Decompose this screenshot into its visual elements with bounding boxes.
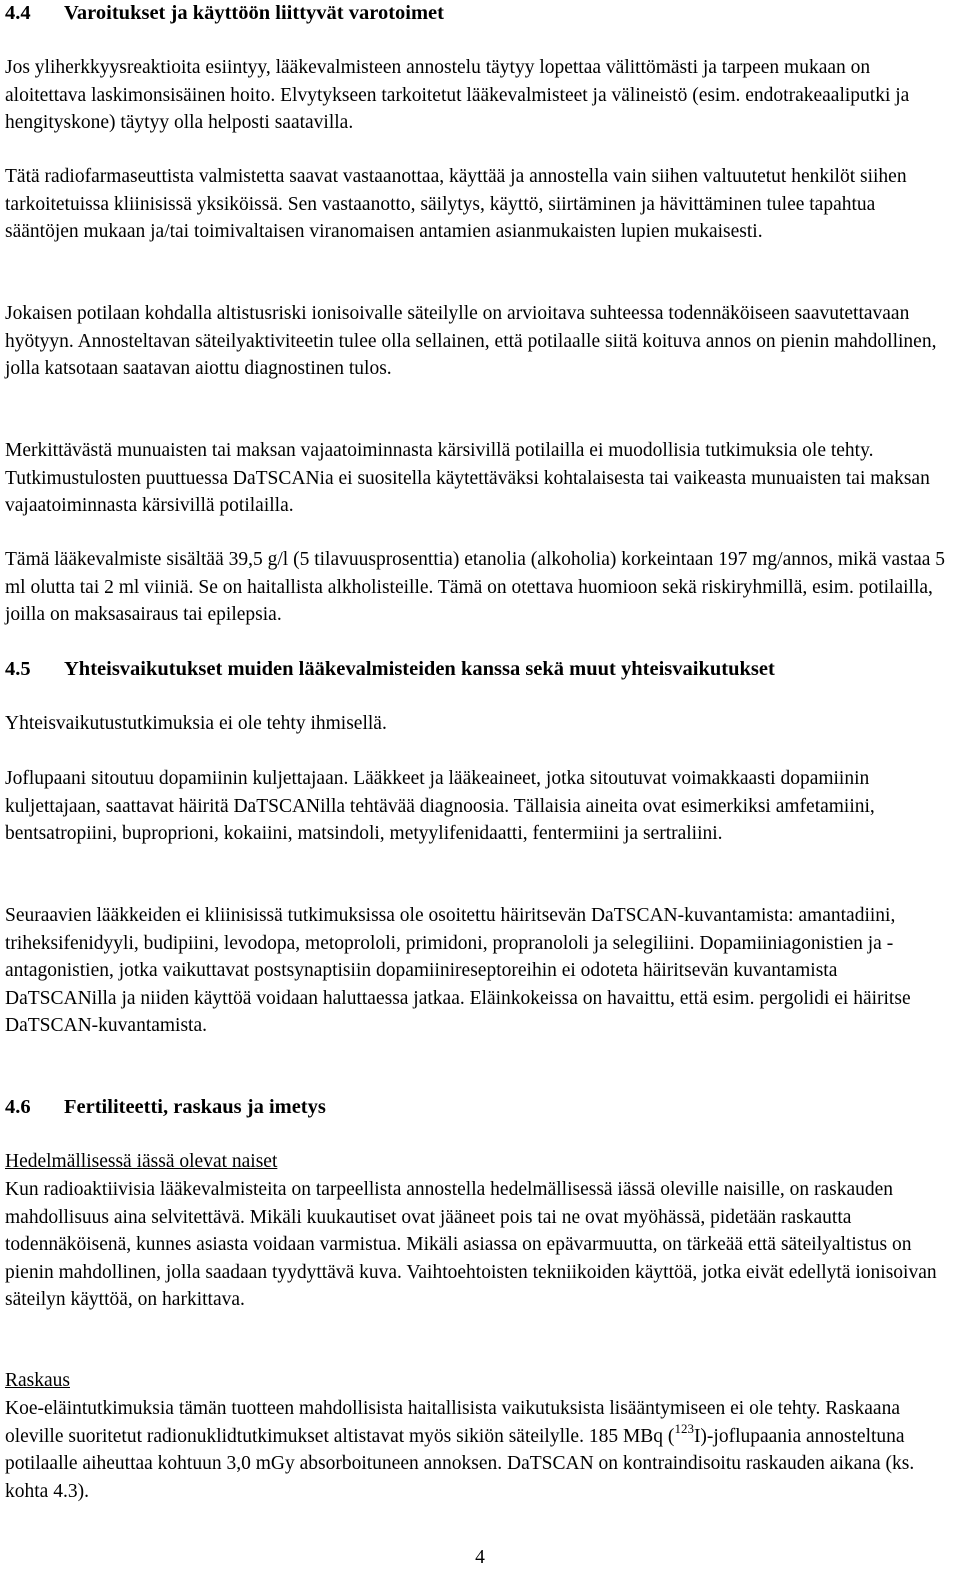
- paragraph-radiation-risk: Jokaisen potilaan kohdalla altistusriski ionisoivalle säteilylle on arvioitava suhteessa todennäköiseen saavutettavaan hyötyyn. Annosteltavan säteilyaktiviteetin tulee olla sellainen, että potilaalle siitä koituva annos on pienin mahdollinen, jolla katsotaan saatavan aiottu diagnostinen tulos.: [5, 303, 937, 379]
- heading-4-4: [5, 0, 444, 27]
- heading-title: Fertiliteetti, raskaus ja imetys: [64, 1096, 326, 1118]
- pregnancy-text-a: Koe-eläintutkimuksia tämän tuotteen mahdollisista haitallisista vaikutuksista lisääntymiseen ei ole tehty. Raskaana oleville suoritetut radionuklidtutkimukset altistavat myös sikiön säteilylle. 185 MBq (: [5, 1398, 900, 1447]
- heading-4-6: [5, 1094, 326, 1121]
- heading-number: 4.5: [5, 658, 31, 680]
- paragraph-handling: Tätä radiofarmaseuttista valmistetta saavat vastaanottaa, käyttää ja annostella vain siihen valtuutetut henkilöt siihen tarkoitetuissa kliinisissä yksiköissä. Sen vastaanotto, säilytys, käyttö, siirtäminen ja hävittäminen tulee tapahtua sääntöjen mukaan ja/tai toimivaltaisen viranomaisen antamien asianmukaisten lupien mukaisesti.: [5, 166, 907, 242]
- paragraph-ioflupane-binding: Joflupaani sitoutuu dopamiinin kuljettajaan. Lääkkeet ja lääkeaineet, jotka sitoutuvat voimakkaasti dopamiinin kuljettajaan, saattavat häiritä DaTSCANilla tehtävää diagnoosia. Tällaisia aineita ovat esimerkiksi amfetamiini, bentsatropiini, buproprioni, kokaiini, matsindoli, metyylifenidaatti, fentermiini ja sertraliini.: [5, 768, 875, 844]
- heading-title: Varoitukset ja käyttöön liittyvät varotoimet: [64, 2, 444, 24]
- heading-4-5: [5, 656, 775, 683]
- paragraph-ethanol: Tämä lääkevalmiste sisältää 39,5 g/l (5 tilavuusprosenttia) etanolia (alkoholia) korkeintaan 197 mg/annos, mikä vastaa 5 ml olutta tai 2 ml viiniä. Se on haitallista alkholisteille. Tämä on otettava huomioon sekä riskiryhmillä, esim. potilailla, joilla on maksasairaus tai epilepsia.: [5, 549, 946, 625]
- pregnancy-text-b: I)-joflupaania annosteltuna potilaalle aiheuttaa kohtuun 3,0 mGy absorboituneen annoksen. DaTSCAN on kontraindisoitu raskauden aikana (ks. kohta 4.3).: [5, 1425, 915, 1502]
- paragraph-pregnancy: [5, 1395, 940, 1505]
- subheading-pregnancy: Raskaus: [5, 1370, 70, 1391]
- subheading-women-childbearing: Hedelmällisessä iässä olevat naiset: [5, 1151, 278, 1172]
- paragraph-women-childbearing: Kun radioaktiivisia lääkevalmisteita on tarpeellista annostella hedelmällisessä iässä oleville naisille, on raskauden mahdollisuus aina selvitettävä. Mikäli kuukautiset ovat jääneet pois tai ne ovat myöhässä, pidetään raskautta todennäköisenä, kunnes asiasta voidaan varmistua. Mikäli asiassa on epävarmuutta, on tärkeää että säteilyaltistus on pienin mahdollinen, jolla saadaan tyydyttävä kuva. Vaihtoehtoisten tekniikoiden käyttöä, jotka eivät edellytä ionisoivan säteilyn käyttöä, on harkittava.: [5, 1179, 937, 1310]
- heading-number: 4.6: [5, 1096, 31, 1118]
- heading-title: Yhteisvaikutukset muiden lääkevalmisteiden kanssa sekä muut yhteisvaikutukset: [64, 658, 775, 680]
- paragraph-no-studies: Yhteisvaikutustutkimuksia ei ole tehty ihmisellä.: [5, 713, 387, 734]
- isotope-superscript: 123: [674, 1420, 694, 1436]
- paragraph-renal-hepatic: Merkittävästä munuaisten tai maksan vajaatoiminnasta kärsivillä potilailla ei muodollisia tutkimuksia ole tehty. Tutkimustulosten puuttuessa DaTSCANia ei suositella käytettäväksi kohtalaisesta tai vaikeasta munuaisten tai maksan vajaatoiminnasta kärsivillä potilailla.: [5, 440, 930, 516]
- page-number: 4: [475, 1547, 485, 1568]
- heading-number: 4.4: [5, 2, 31, 24]
- paragraph-hypersensitivity: Jos yliherkkyysreaktioita esiintyy, lääkevalmisteen annostelu täytyy lopettaa välittömästi ja tarpeen mukaan on aloitettava laskimonsisäinen hoito. Elvytykseen tarkoitetut lääkevalmisteet ja välineistö (esim. endotrakeaaliputki ja hengityskone) täytyy olla helposti saatavilla.: [5, 57, 910, 133]
- paragraph-non-interfering-drugs: Seuraavien lääkkeiden ei kliinisissä tutkimuksissa ole osoitettu häiritsevän DaTSCAN-kuvantamista: amantadiini, triheksifenidyyli, budipiini, levodopa, metoprololi, primidoni, propranololi ja selegiliini. Dopamiiniagonistien ja -antagonistien, jotka vaikuttavat postsynaptisiin dopamiinireseptoreihin ei odoteta häiritsevän kuvantamista DaTSCANilla ja niiden käyttöä voidaan haluttaessa jatkaa. Eläinkokeissa on havaittu, että esim. pergolidi ei häiritse DaTSCAN-kuvantamista.: [5, 905, 911, 1036]
